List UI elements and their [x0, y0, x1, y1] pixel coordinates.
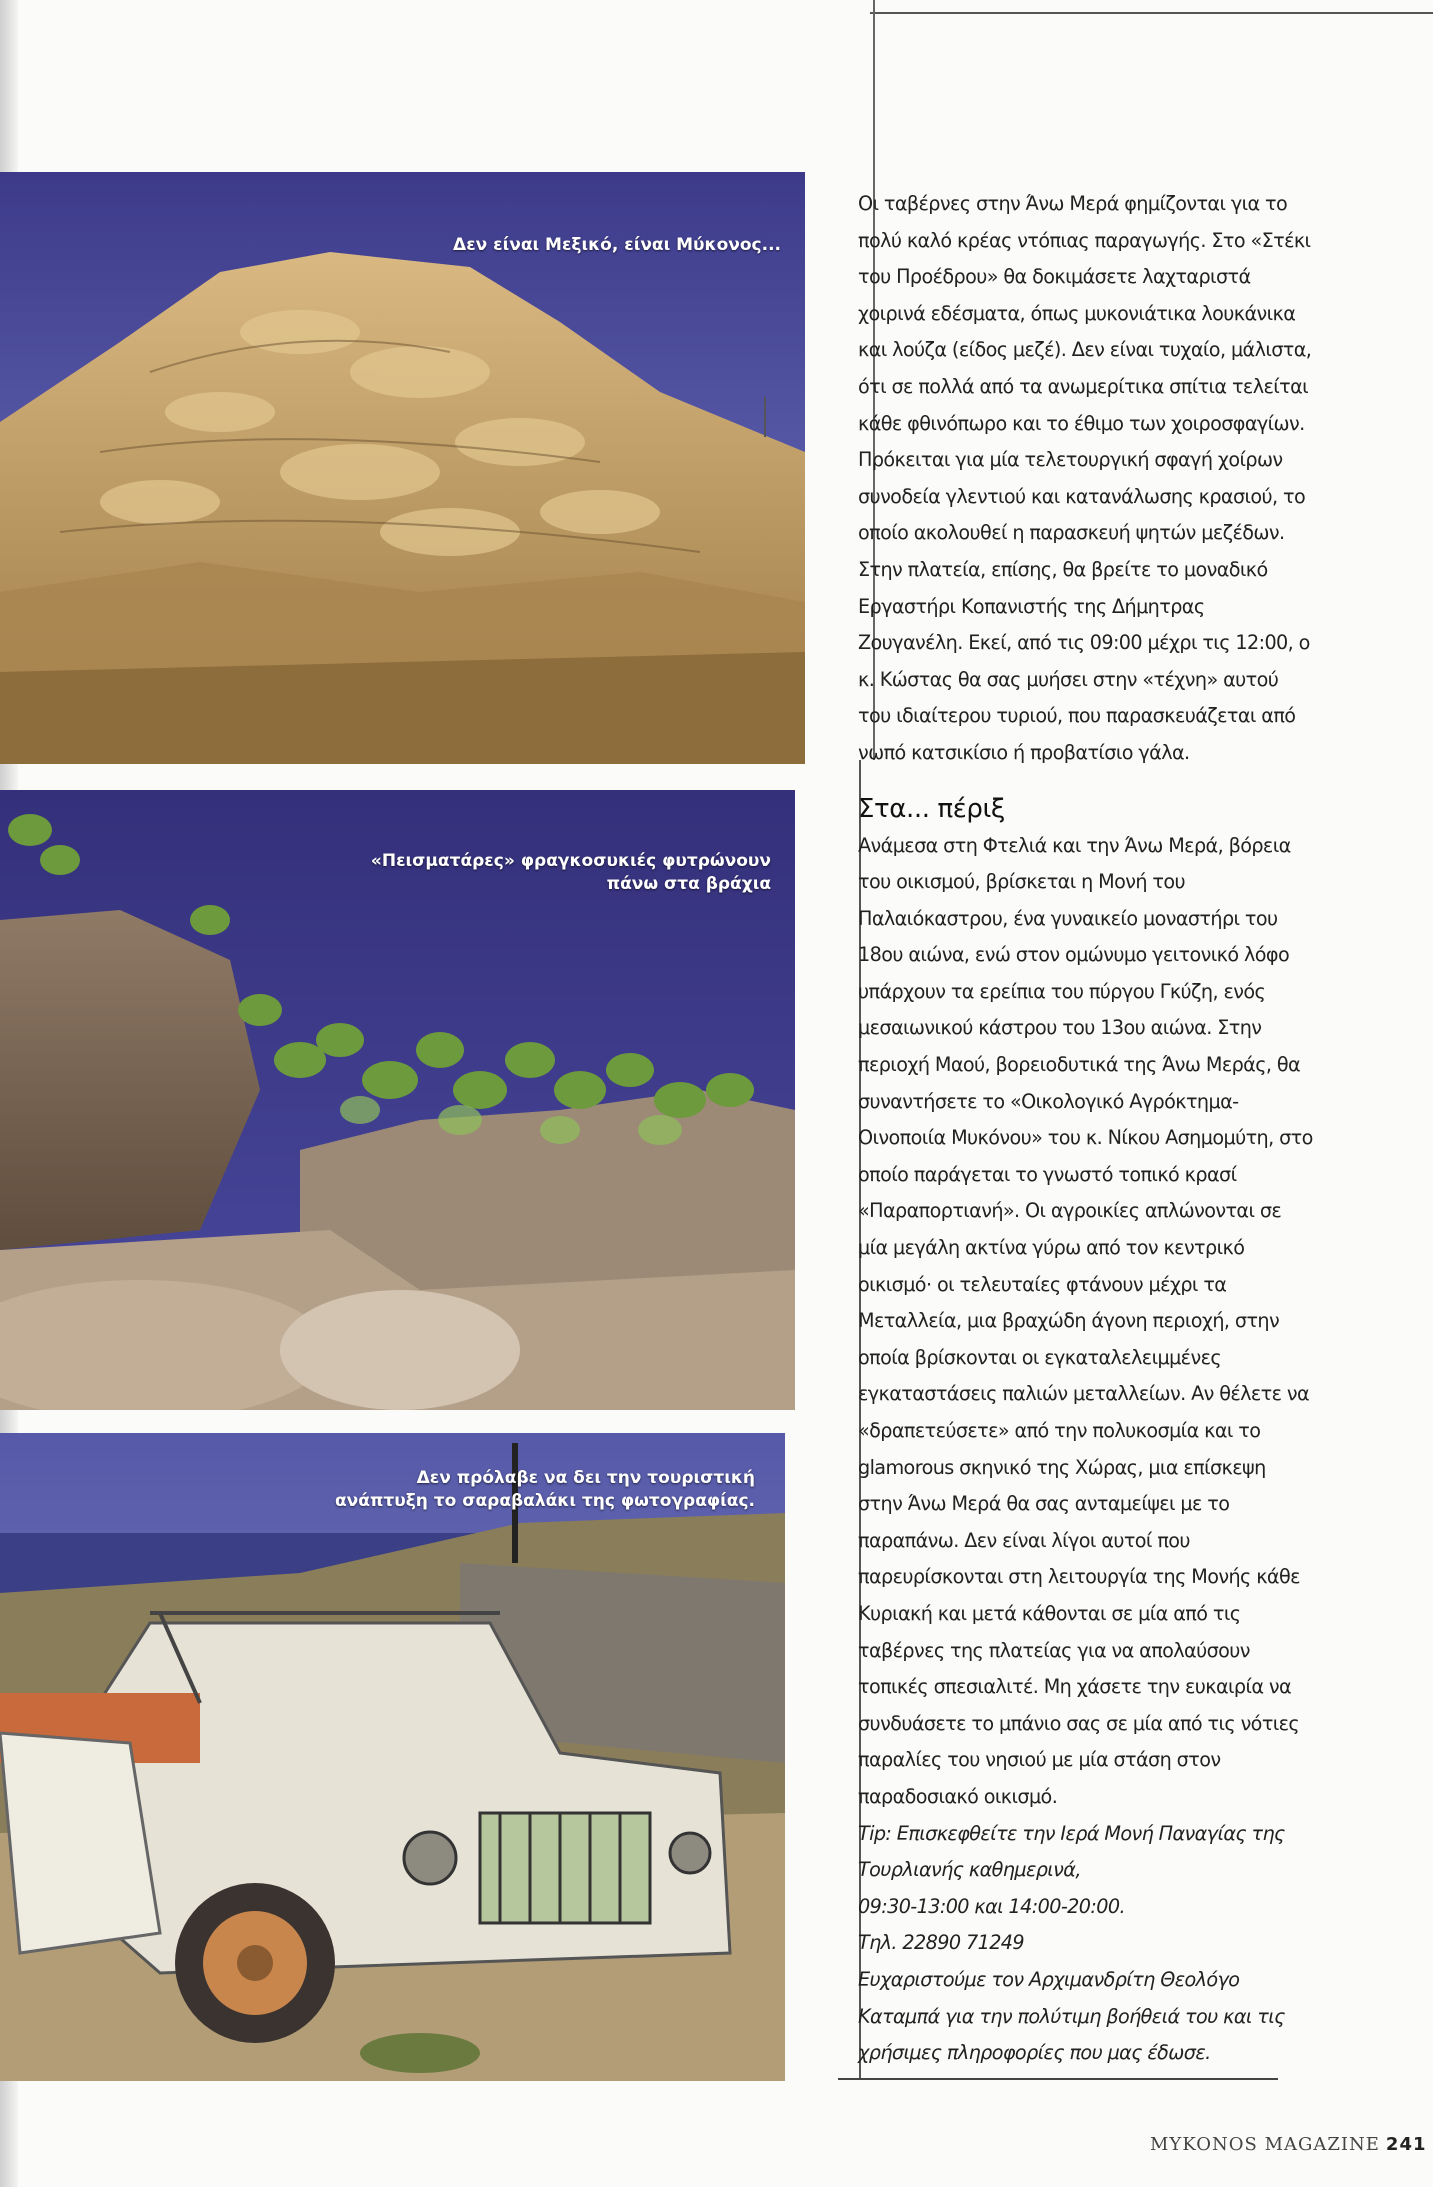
page-folio: [1150, 2134, 1427, 2155]
tip-hours: 09:30-13:00 και 14:00-20:00.: [858, 1894, 1125, 1918]
tip-phone: Τηλ. 22890 71249: [858, 1931, 1025, 1955]
bottom-rule: [838, 2078, 1278, 2080]
photo-old-car: [0, 1433, 785, 2081]
page-number: 241: [1385, 2134, 1427, 2155]
top-edge-rule: [870, 0, 1433, 14]
photo-caption: «Πεισματάρες» φραγκοσυκιές φυτρώνουν πάνω στα βράχια: [370, 851, 771, 894]
article-subheading: Στα... πέριξ: [858, 793, 1005, 824]
photo-caption: Δεν πρόλαβε να δει την τουριστική ανάπτυξη το σαραβαλάκι της φωτογραφίας.: [335, 1468, 756, 1511]
article-paragraph-tavernes: Οι ταβέρνες στην Άνω Μερά φημίζονται για το πολύ καλό κρέας ντόπιας παραγωγής. Στο «Στέκι του Προέδρου» θα δοκιμάσετε λαχταριστά χοιρινά εδέσματα, όπως μυκονιάτικα λουκάνικα και λούζα (είδος μεζέ). Δεν είναι τυχαίο, μάλιστα, ότι σε πολλά από τα ανωμερίτικα σπίτια τελείται κάθε φθινόπωρο και το έθιμο των χοιροσφαγίων. Πρόκειται για μία τελετουργική σφαγή χοίρων συνοδεία γλεντιού και κατανάλωσης κρασιού, το οποίο ακολουθεί η παρασκευή ψητών μεζέδων. Στην πλατεία, επίσης, θα βρείτε το μοναδικό Εργαστήρι Κοπανιστής της Δήμητρας Ζουγανέλη. Εκεί, από τις 09:00 μέχρι τις 12:00, ο κ. Κώστας θα σας μυήσει στην «τέχνη» αυτού του ιδιαίτερου τυριού, που παρασκευάζεται από νωπό κατσικίσιο ή προβατίσιο γάλα.: [858, 192, 1312, 764]
article-column: [858, 186, 1313, 2072]
acknowledgement: Ευχαριστούμε τον Αρχιμανδρίτη Θεολόγο Καταμπά για την πολύτιμη βοήθειά του και τις χρήσιμες πληροφορίες που μας έδωσε.: [858, 1967, 1285, 2065]
photo-rock-hill: [0, 172, 805, 764]
magazine-name: MYKONOS MAGAZINE: [1150, 2134, 1380, 2155]
photo-caption: Δεν είναι Μεξικό, είναι Μύκονος...: [453, 235, 781, 255]
tip-line: Tip: Επισκεφθείτε την Ιερά Μονή Παναγίας της Τουρλιανής καθημερινά,: [858, 1821, 1285, 1882]
article-paragraph-perix: Ανάμεσα στη Φτελιά και την Άνω Μερά, βόρεια του οικισμού, βρίσκεται η Μονή του Παλαιόκαστρου, ένα γυναικείο μοναστήρι του 18ου αιώνα, ενώ στον ομώνυμο γειτονικό λόφο υπάρχουν τα ερείπια του πύργου Γκύζη, ενός μεσαιωνικού κάστρου του 13ου αιώνα. Στην περιοχή Μαού, βορειοδυτικά της Άνω Μεράς, θα συναντήσετε το «Οικολογικό Αγρόκτημα-Οινοποιία Μυκόνου» του κ. Νίκου Ασημομύτη, στο οποίο παράγεται το γνωστό τοπικό κρασί «Παραπορτιανή». Οι αγροικίες απλώνονται σε μία μεγάλη ακτίνα γύρω από τον κεντρικό οικισμό· οι τελευταίες φτάνουν μέχρι τα Μεταλλεία, μια βραχώδη άγονη περιοχή, στην οποία βρίσκονται οι εγκαταλελειμμένες εγκαταστάσεις παλιών μεταλλείων. Αν θέλετε να «δραπετεύσετε» από την πολυκοσμία και το glamorous σκηνικό της Χώρας, μια επίσκεψη στην Άνω Μερά θα σας ανταμείψει με το παραπάνω. Δεν είναι λίγοι αυτοί που παρευρίσκονται στη λειτουργία της Μονής κάθε Κυριακή και μετά κάθονται σε μία από τις ταβέρνες της πλατείας για να απολαύσουν τοπικές σπεσιαλιτέ. Μη χάσετε την ευκαιρία να συνδυάσετε το μπάνιο σας σε μία από τις νότιες παραλίες του νησιού με μία στάση στον παραδοσιακό οικισμό.: [858, 833, 1313, 1808]
photo-prickly-pears: [0, 790, 795, 1410]
